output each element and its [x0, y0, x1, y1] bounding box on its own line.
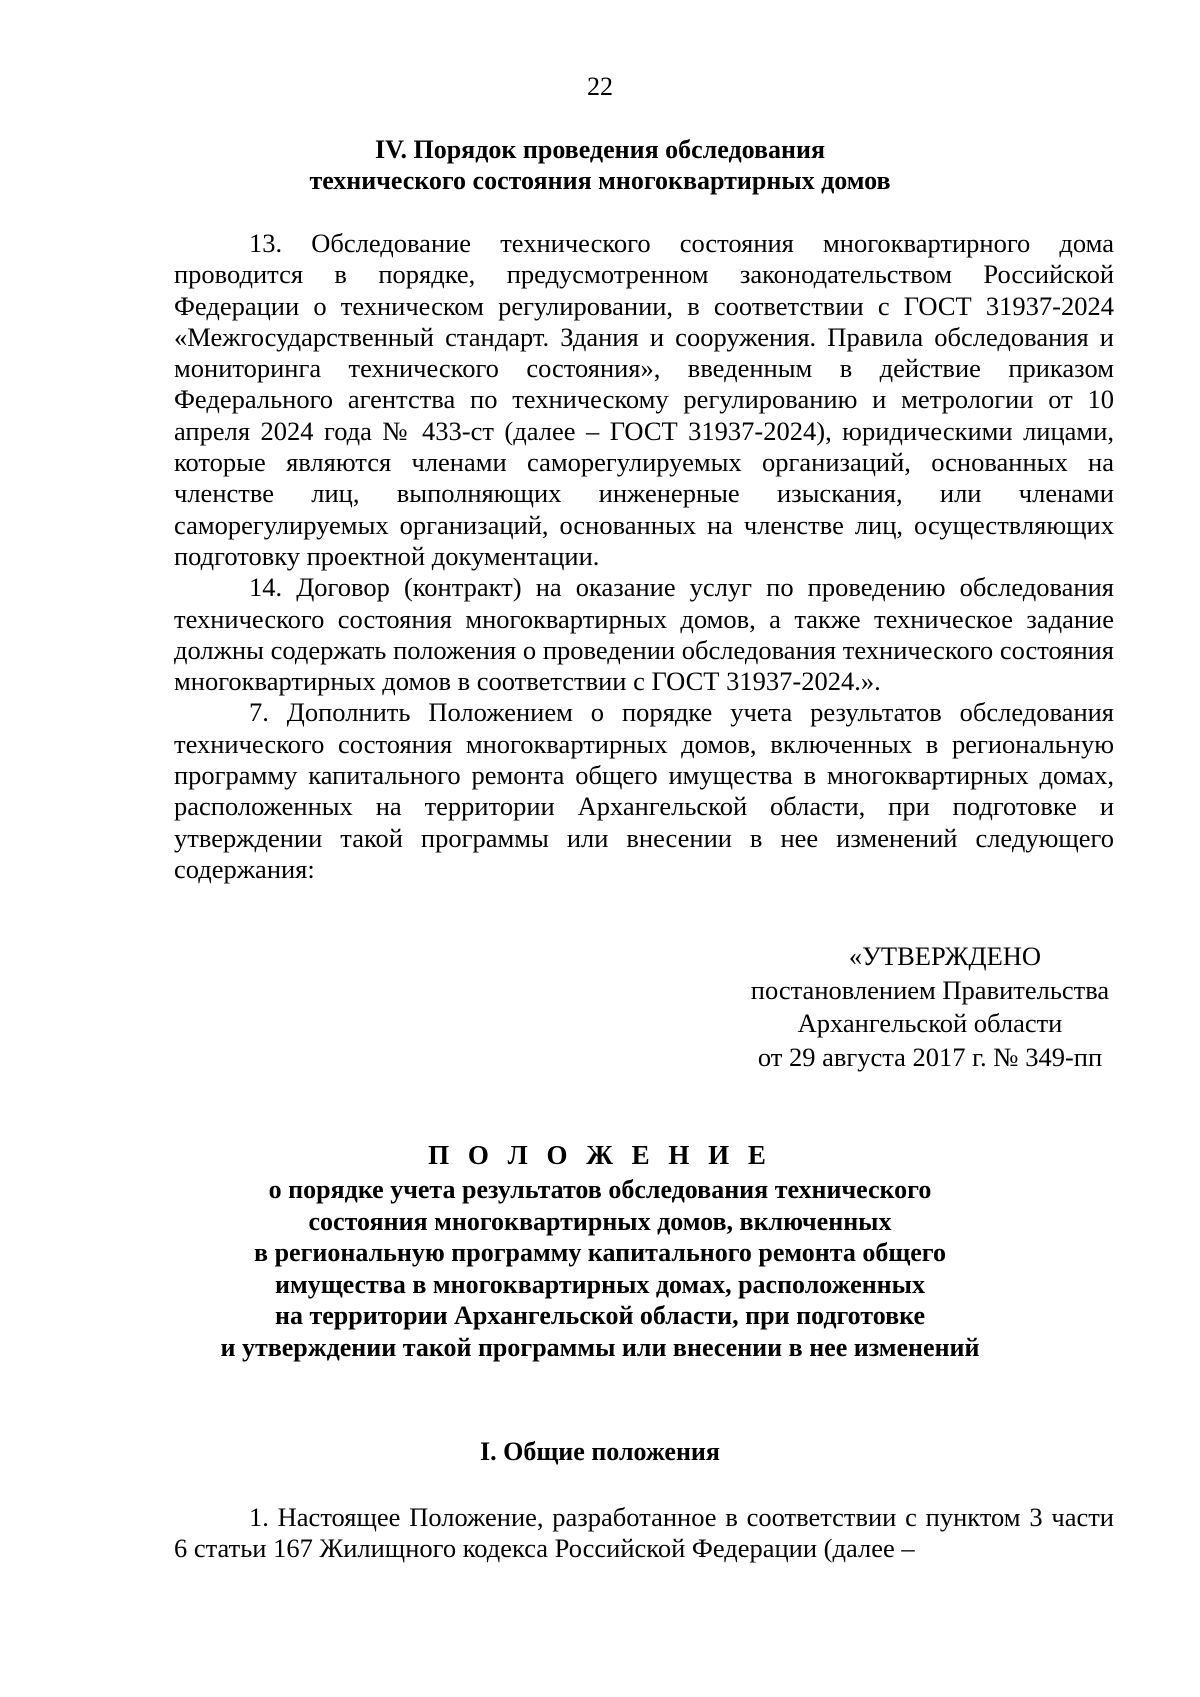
document-title-line: в региональную программу капитального ремонта общего	[254, 1238, 946, 1267]
section-iv-body	[174, 228, 1114, 885]
paragraph-7: 7. Дополнить Положением о порядке учета результатов обследования технического состояния многоквартирных домов, включенных в региональную программу капитального ремонта общего имущества в многоквартирных домах, расположенных на территории Архангельской области, при подготовке и утверждении такой программы или внесении в нее изменений следующего содержания:	[174, 697, 1114, 884]
approval-line: «УТВЕРЖДЕНО	[848, 941, 1042, 971]
document-title-line: и утверждении такой программы или внесении в нее изменений	[220, 1332, 980, 1362]
section-iv-heading-line: IV. Порядок проведения обследования	[374, 135, 826, 164]
approval-stamp-block	[700, 940, 1160, 1074]
approval-line: Архангельской области	[797, 1008, 1063, 1038]
section-i-body	[174, 1502, 1114, 1565]
document-title-line: состояния многоквартирных домов, включенных	[308, 1206, 892, 1236]
section-i-heading-line: I. Общие положения	[480, 1437, 720, 1466]
document-title-line: имущества в многоквартирных домах, расположенных	[275, 1269, 925, 1299]
approval-line: постановлением Правительства	[750, 974, 1110, 1005]
document-title	[0, 1138, 1200, 1363]
approval-line: от 29 августа 2017 г. № 349-пп	[757, 1041, 1103, 1072]
section-iv-heading-line: технического состояния многоквартирных домов	[309, 166, 891, 195]
section-iv-heading	[0, 134, 1200, 196]
document-title-line: о порядке учета результатов обследования технического	[268, 1175, 932, 1204]
paragraph-1: 1. Настоящее Положение, разработанное в соответствии с пунктом 3 части 6 статьи 167 Жилищного кодекса Российской Федерации (далее –	[174, 1502, 1114, 1564]
document-title-line: на территории Архангельской области, при подготовке	[275, 1301, 925, 1330]
paragraph-14: 14. Договор (контракт) на оказание услуг по проведению обследования технического состояния многоквартирных домов, а также техническое задание должны содержать положения о проведении обследования технического состояния многоквартирных домов в соответствии с ГОСТ 31937-2024.».	[174, 572, 1114, 697]
page-number: 22	[587, 72, 613, 101]
section-i-heading	[0, 1436, 1200, 1467]
paragraph-13: 13. Обследование технического состояния многоквартирного дома проводится в порядке, предусмотренном законодательством Российской Федерации о техническом регулировании, в соответствии с ГОСТ 31937-2024 «Межгосударственный стандарт. Здания и сооружения. Правила обследования и мониторинга технического состояния», введенным в действие приказом Федерального агентства по техническому регулированию и метрологии от 10 апреля 2024 года № 433-ст (далее – ГОСТ 31937-2024), юридическими лицами, которые являются членами саморегулируемых организаций, основанных на членстве лиц, выполняющих инженерные изыскания, или членами саморегулируемых организаций, основанных на членстве лиц, осуществляющих подготовку проектной документации.	[174, 228, 1114, 571]
document-title-main: П О Л О Ж Е Н И Е	[428, 1140, 772, 1170]
